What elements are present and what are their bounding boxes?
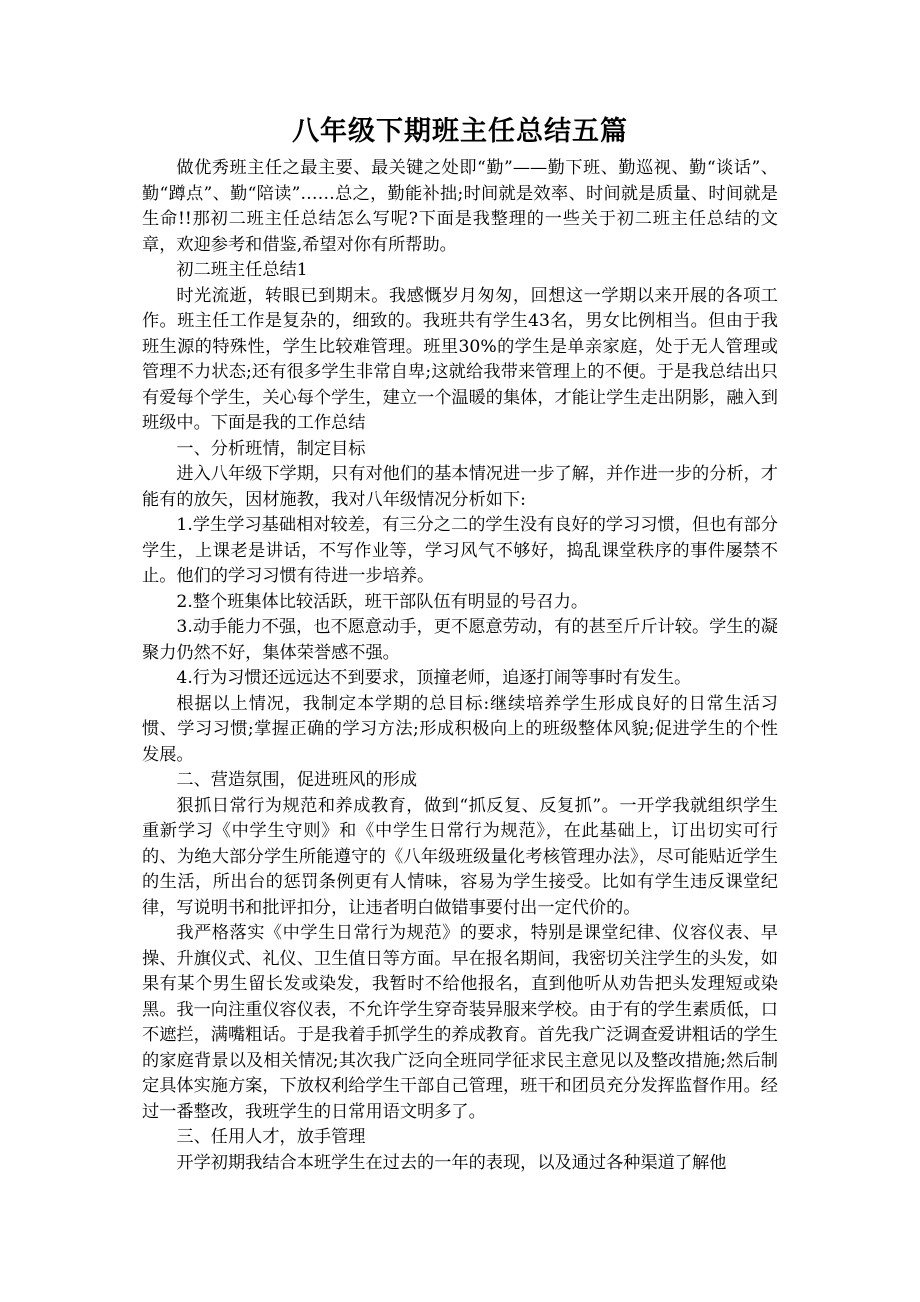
list-item-4: 4.行为习惯还远远达不到要求，顶撞老师，追逐打闹等事时有发生。 <box>176 668 692 688</box>
section-heading-2: 二、营造氛围，促进班风的形成 <box>176 770 418 790</box>
document-page <box>142 112 778 1176</box>
body-paragraph: 狠抓日常行为规范和养成教育，做到“抓反复、反复抓”。一开学我就组织学生重新学习《中学生守则》和《中学生日常行为规范》，在此基础上，订出切实可行的、为绝大部分学生所能遵守的《八年级班级量化考核管理办法》，尽可能贴近学生的生活，所出台的惩罚条例更有人情味，容易为学生接受。比如有学生违反课堂纪律，写说明书和批评扣分，让违者明白做错事要付出一定代价的。 <box>142 795 778 918</box>
section-heading-3: 三、任用人才，放手管理 <box>176 1127 366 1147</box>
list-item-1: 1.学生学习基础相对较差，有三分之二的学生没有良好的学习习惯，但也有部分学生，上课老是讲话，不写作业等，学习风气不够好，捣乱课堂秩序的事件屡禁不止。他们的学习习惯有待进一步培养。 <box>142 515 778 586</box>
section-heading-1: 一、分析班情，制定目标 <box>176 438 366 459</box>
body-paragraph: 根据以上情况，我制定本学期的总目标:继续培养学生形成良好的日常生活习惯、学习习惯;掌握正确的学习方法;形成积极向上的班级整体风貌;促进学生的个性发展。 <box>142 693 778 765</box>
body-paragraph: 进入八年级下学期，只有对他们的基本情况进一步了解，并作进一步的分析，才能有的放矢，因材施教，我对八年级情况分析如下: <box>142 464 778 510</box>
body-paragraph: 我严格落实《中学生日常行为规范》的要求，特别是课堂纪律、仪容仪表、早操、升旗仪式、礼仪、卫生值日等方面。早在报名期间，我密切关注学生的头发，如果有某个男生留长发或染发，我暂时不给他报名，直到他听从劝告把头发理短或染黑。我一向注重仪容仪表，不允许学生穿奇装异服来学校。由于有的学生素质低，口不遮拦，满嘴粗话。于是我着手抓学生的养成教育。首先我广泛调查爱讲粗话的学生的家庭背景以及相关情况;其次我广泛向全班同学征求民主意见以及整改措施;然后制定具体实施方案，下放权利给学生干部自己管理，班干和团员充分发挥监督作用。经过一番整改，我班学生的日常用语文明多了。 <box>142 923 778 1122</box>
body-paragraph: 时光流逝，转眼已到期末。我感慨岁月匆匆，回想这一学期以来开展的各项工作。班主任工作是复杂的，细致的。我班共有学生43名，男女比例相当。但由于我班生源的特殊性，学生比较难管理。班里30%的学生是单亲家庭，处于无人管理或管理不力状态;还有很多学生非常自卑;这就给我带来管理上的不便。于是我总结出只有爱每个学生，关心每个学生，建立一个温暖的集体，才能让学生走出阴影，融入到班级中。下面是我的工作总结 <box>142 285 778 433</box>
list-item-3: 3.动手能力不强，也不愿意动手，更不愿意劳动，有的甚至斤斤计较。学生的凝聚力仍然不好，集体荣誉感不强。 <box>142 617 778 663</box>
section-heading-summary-1: 初二班主任总结1 <box>176 260 308 280</box>
intro-paragraph: 做优秀班主任之最主要、最关键之处即“勤”——勤下班、勤巡视、勤“谈话”、勤“蹲点”、勤“陪读”……总之，勤能补拙;时间就是效率、时间就是质量、时间就是生命!!那初二班主任总结怎么写呢?下面是我整理的一些关于初二班主任总结的文章，欢迎参考和借鉴,希望对你有所帮助。 <box>142 158 778 255</box>
document-body <box>142 156 778 1176</box>
body-paragraph: 开学初期我结合本班学生在过去的一年的表现，以及通过各种渠道了解他 <box>176 1152 727 1173</box>
document-title: 八年级下期班主任总结五篇 <box>292 116 628 147</box>
list-item-2: 2.整个班集体比较活跃，班干部队伍有明显的号召力。 <box>176 591 589 612</box>
